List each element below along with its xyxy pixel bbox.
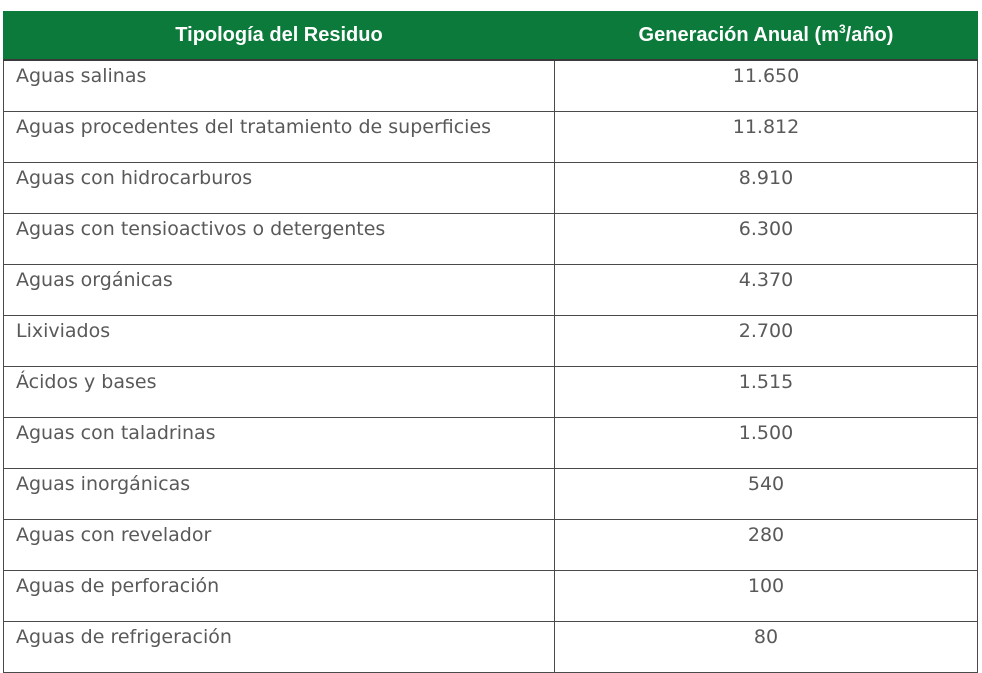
waste-type-cell: Aguas con taladrinas — [4, 418, 555, 469]
waste-generation-table — [3, 11, 978, 673]
header-annual-generation-prefix: Generación Anual (m — [638, 24, 839, 46]
waste-type-cell: Aguas de refrigeración — [4, 622, 555, 673]
table-row — [4, 163, 978, 214]
header-annual-generation-suffix: /año) — [845, 24, 894, 46]
table-row — [4, 367, 978, 418]
annual-generation-cell: 11.812 — [555, 112, 978, 163]
waste-type-cell: Aguas con hidrocarburos — [4, 163, 555, 214]
annual-generation-cell: 100 — [555, 571, 978, 622]
annual-generation-cell: 280 — [555, 520, 978, 571]
annual-generation-cell: 540 — [555, 469, 978, 520]
annual-generation-cell: 2.700 — [555, 316, 978, 367]
table-row — [4, 60, 978, 112]
table-row — [4, 520, 978, 571]
header-row — [4, 12, 978, 61]
header-annual-generation — [555, 12, 978, 61]
table-row — [4, 469, 978, 520]
table-row — [4, 316, 978, 367]
waste-type-cell: Ácidos y bases — [4, 367, 555, 418]
annual-generation-cell: 4.370 — [555, 265, 978, 316]
waste-generation-table-container — [3, 11, 977, 673]
waste-type-cell: Aguas procedentes del tratamiento de superficies — [4, 112, 555, 163]
annual-generation-cell: 80 — [555, 622, 978, 673]
annual-generation-cell: 8.910 — [555, 163, 978, 214]
header-waste-type: Tipología del Residuo — [4, 12, 555, 61]
annual-generation-cell: 1.515 — [555, 367, 978, 418]
waste-type-cell: Aguas salinas — [4, 60, 555, 112]
header-annual-generation-superscript: 3 — [838, 22, 846, 36]
table-row — [4, 622, 978, 673]
annual-generation-cell: 1.500 — [555, 418, 978, 469]
waste-type-cell: Aguas con revelador — [4, 520, 555, 571]
waste-type-cell: Lixiviados — [4, 316, 555, 367]
waste-type-cell: Aguas con tensioactivos o detergentes — [4, 214, 555, 265]
waste-type-cell: Aguas inorgánicas — [4, 469, 555, 520]
table-row — [4, 418, 978, 469]
table-row — [4, 112, 978, 163]
table-row — [4, 571, 978, 622]
table-row — [4, 214, 978, 265]
annual-generation-cell: 6.300 — [555, 214, 978, 265]
annual-generation-cell: 11.650 — [555, 60, 978, 112]
table-row — [4, 265, 978, 316]
waste-type-cell: Aguas orgánicas — [4, 265, 555, 316]
waste-type-cell: Aguas de perforación — [4, 571, 555, 622]
